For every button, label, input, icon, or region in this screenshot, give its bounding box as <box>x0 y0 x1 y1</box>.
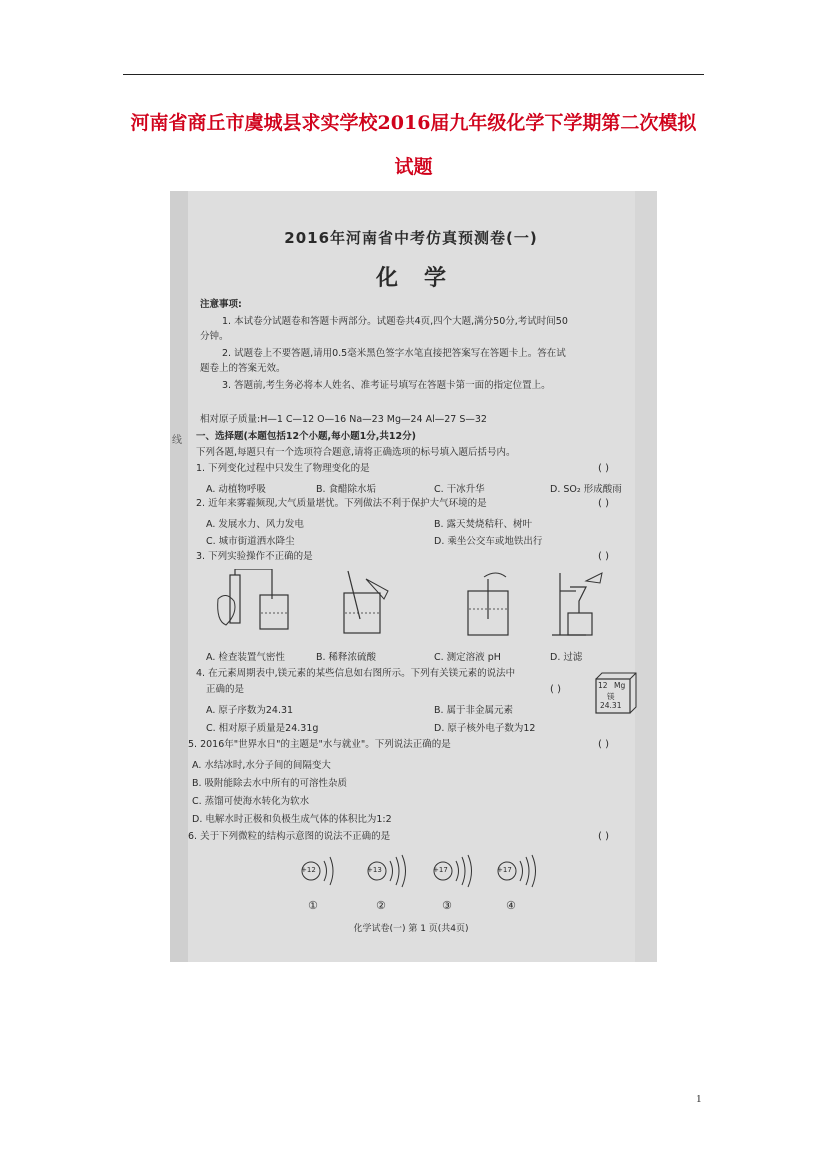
question-6: 6. 关于下列微粒的结构示意图的说法不正确的是 <box>188 831 391 842</box>
q3-option-a: A. 检查装置气密性 <box>206 652 285 663</box>
question-4a: 4. 在元素周期表中,镁元素的某些信息如右图所示。下列有关镁元素的说法中 <box>196 668 516 679</box>
question-1: 1. 下列变化过程中只发生了物理变化的是 <box>196 463 370 474</box>
ion-3-charge: +17 <box>433 866 448 874</box>
notice-1a: 1. 本试卷分试题卷和答题卡两部分。试题卷共4页,四个大题,满分50分,考试时间50 <box>222 316 568 327</box>
q4-option-d: D. 原子核外电子数为12 <box>434 723 536 734</box>
notice-heading: 注意事项: <box>200 299 242 310</box>
exam-sheet <box>188 191 634 962</box>
photo-left-shadow <box>170 191 188 962</box>
magnesium-element-cell <box>592 671 638 717</box>
ion-1-label: ① <box>308 899 318 912</box>
question-2: 2. 近年来雾霾频现,大气质量堪忧。下列做法不利于保护大气环境的是 <box>196 498 487 509</box>
q1-option-b: B. 食醋除水垢 <box>316 484 377 495</box>
q5-answer-paren: ( ) <box>598 739 609 750</box>
q3-option-c: C. 测定溶液 pH <box>434 652 501 663</box>
q4-option-a: A. 原子序数为24.31 <box>206 705 294 716</box>
q4-option-b: B. 属于非金属元素 <box>434 705 514 716</box>
exam-subject: 化学 <box>375 266 472 291</box>
exam-title: 2016年河南省中考仿真预测卷(一) <box>284 229 538 247</box>
q2-option-b: B. 露天焚烧秸秆、树叶 <box>434 519 533 530</box>
question-3: 3. 下列实验操作不正确的是 <box>196 551 313 562</box>
mg-symbol: Mg <box>614 681 626 690</box>
ion-3-label: ③ <box>442 899 452 912</box>
ion-4-label: ④ <box>506 899 516 912</box>
notice-3: 3. 答题前,考生务必将本人姓名、准考证号填写在答题卡第一面的指定位置上。 <box>222 380 551 391</box>
q4-answer-paren: ( ) <box>550 684 561 695</box>
exam-photo <box>170 191 657 962</box>
notice-2a: 2. 试题卷上不要答题,请用0.5毫米黑色签字水笔直接把答案写在答题卡上。答在试 <box>222 348 566 359</box>
ion-4-charge: +17 <box>497 866 512 874</box>
q5-option-b: B. 吸附能除去水中所有的可溶性杂质 <box>192 778 348 789</box>
filtration-apparatus-figure <box>546 569 616 641</box>
atomic-mass-line: 相对原子质量:H—1 C—12 O—16 Na—23 Mg—24 Al—27 S—32 <box>200 414 487 425</box>
q2-option-d: D. 乘坐公交车或地铁出行 <box>434 536 543 547</box>
exam-footer: 化学试卷(一) 第 1 页(共4页) <box>353 924 469 934</box>
q3-option-b: B. 稀释浓硫酸 <box>316 652 377 663</box>
ph-test-apparatus-figure <box>456 569 526 641</box>
q1-option-d: D. SO₂ 形成酸雨 <box>550 484 622 495</box>
ion-2-charge: +13 <box>367 866 382 874</box>
mg-atomic-number: 12 <box>598 681 608 690</box>
q1-option-c: C. 干冰升华 <box>434 484 485 495</box>
notice-1b: 分钟。 <box>200 331 229 342</box>
binding-line-mark: 线 <box>172 435 182 446</box>
section1-description: 下列各题,每题只有一个选项符合题意,请将正确选项的标号填入题后括号内。 <box>196 447 516 458</box>
dilute-acid-apparatus-figure <box>326 569 396 641</box>
ion-1-charge: +12 <box>301 866 316 874</box>
q3-option-d: D. 过滤 <box>550 652 583 663</box>
page-number: 1 <box>696 1093 702 1105</box>
question-5: 5. 2016年"世界水日"的主题是"水与就业"。下列说法正确的是 <box>188 739 451 750</box>
ion-2-label: ② <box>376 899 386 912</box>
q1-option-a: A. 动植物呼吸 <box>206 484 266 495</box>
q4-option-c: C. 相对原子质量是24.31g <box>206 723 319 734</box>
q2-option-c: C. 城市街道洒水降尘 <box>206 536 295 547</box>
question-4b: 正确的是 <box>206 684 245 695</box>
q2-option-a: A. 发展水力、风力发电 <box>206 519 304 530</box>
q3-answer-paren: ( ) <box>598 551 609 562</box>
q6-answer-paren: ( ) <box>598 831 609 842</box>
document-title-line2: 试题 <box>394 156 433 178</box>
mg-atomic-mass: 24.31 <box>600 701 622 710</box>
document-title-line1: 河南省商丘市虞城县求实学校2016届九年级化学下学期第二次模拟 <box>130 112 697 134</box>
q5-option-c: C. 蒸馏可使海水转化为软水 <box>192 796 310 807</box>
q5-option-d: D. 电解水时正极和负极生成气体的体积比为1:2 <box>192 814 392 825</box>
section1-heading: 一、选择题(本题包括12个小题,每小题1分,共12分) <box>196 431 416 442</box>
q1-answer-paren: ( ) <box>598 463 609 474</box>
notice-2b: 题卷上的答案无效。 <box>200 363 286 374</box>
q2-answer-paren: ( ) <box>598 498 609 509</box>
header-rule <box>123 74 704 75</box>
photo-right-shadow <box>635 191 657 962</box>
mg-element-name: 镁 <box>607 692 615 701</box>
q5-option-a: A. 水结冰时,水分子间的间隔变大 <box>192 760 331 771</box>
airtightness-apparatus-figure <box>212 569 302 641</box>
